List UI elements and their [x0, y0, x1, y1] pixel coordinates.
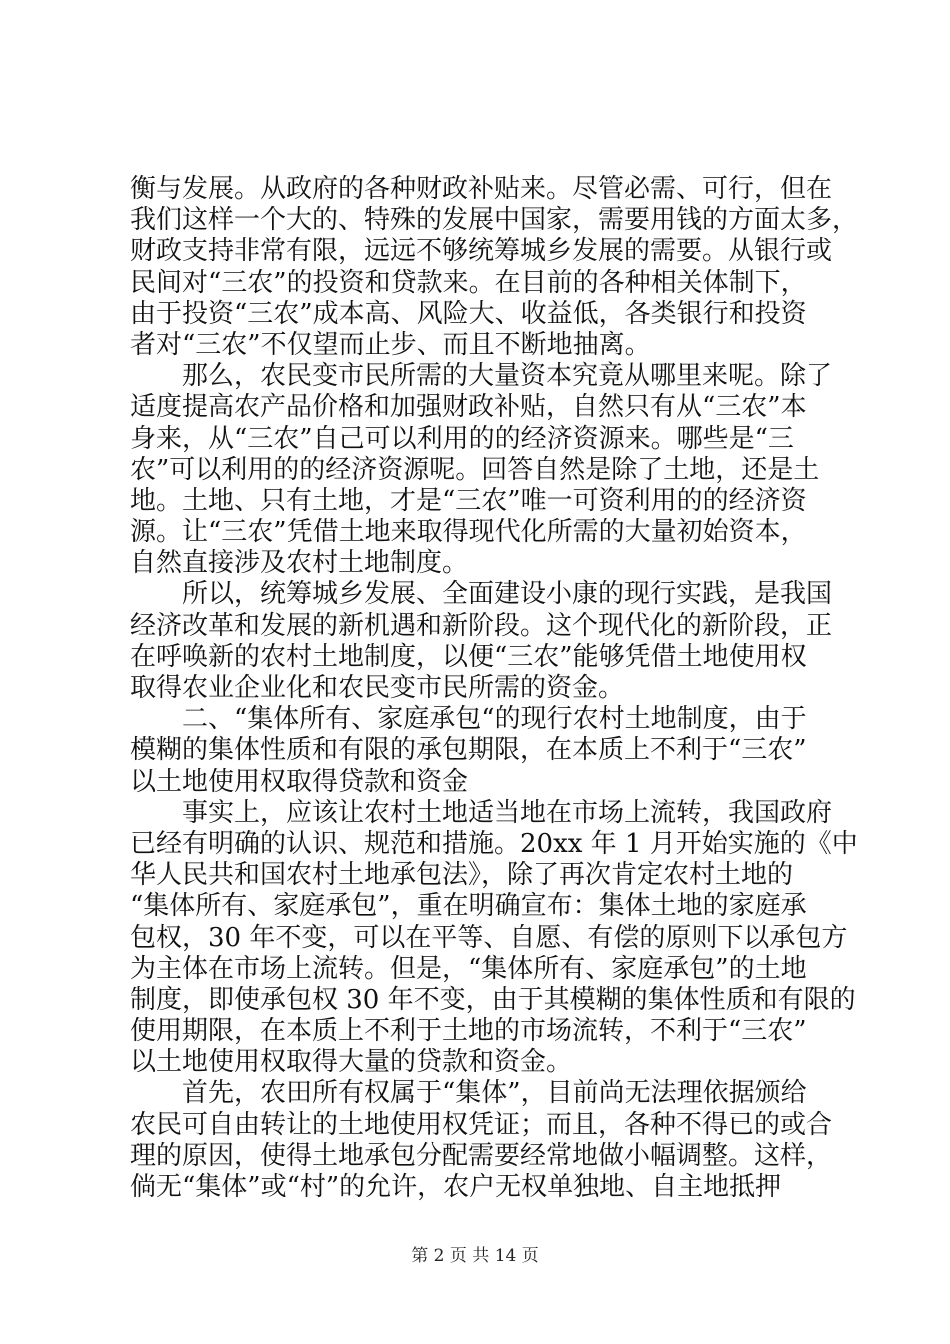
text-line: 使用期限，在本质上不利于土地的市场流转，不利于“三农”: [130, 1016, 807, 1047]
text-line: 取得农业企业化和农民变市民所需的资金。: [130, 673, 625, 703]
text-line: 农民可自由转让的土地使用权凭证；而且，各种不得已的或合: [130, 1109, 833, 1140]
text-line: 以土地使用权取得大量的贷款和资金。: [130, 1047, 573, 1078]
text-line: 身来，从“三农”自己可以利用的的经济资源来。哪些是“三: [130, 423, 794, 454]
text-line: “集体所有、家庭承包”，重在明确宣布：集体土地的家庭承: [130, 891, 807, 922]
text-line: 事实上，应该让农村土地适当地在市场上流转，我国政府: [130, 797, 833, 828]
text-line: 已经有明确的认识、规范和措施。20xx 年 1 月开始实施的《中: [130, 828, 858, 859]
text-line: 财政支持非常有限，远远不够统筹城乡发展的需要。从银行或: [130, 236, 833, 267]
text-line: 那么，农民变市民所需的大量资本究竟从哪里来呢。除了: [130, 361, 833, 392]
text-line: 所以，统筹城乡发展、全面建设小康的现行实践，是我国: [130, 579, 833, 610]
text-line: 理的原因，使得土地承包分配需要经常地做小幅调整。这样，: [130, 1140, 833, 1171]
text-line: 为主体在市场上流转。但是，“集体所有、家庭承包”的土地: [130, 953, 807, 984]
text-line: 者对“三农”不仅望而止步、而且不断地抽离。: [130, 329, 651, 360]
text-line: 倘无“集体”或“村”的允许，农户无权单独地、自主地抵押: [130, 1172, 782, 1202]
text-line: 在呼唤新的农村土地制度，以便“三农”能够凭借土地使用权: [130, 641, 807, 672]
text-line: 包权，30 年不变，可以在平等、自愿、有偿的原则下以承包方: [130, 922, 848, 953]
text-line: 制度，即使承包权 30 年不变，由于其模糊的集体性质和有限的: [130, 984, 856, 1015]
text-line: 地。土地、只有土地，才是“三农”唯一可资利用的的经济资: [130, 485, 807, 516]
body-text: [130, 174, 859, 1203]
text-line: 民间对“三农”的投资和贷款来。在目前的各种相关体制下，: [130, 267, 807, 298]
text-line: 自然直接涉及农村土地制度。: [130, 548, 469, 579]
text-line: 适度提高农产品价格和加强财政补贴，自然只有从“三农”本: [130, 392, 807, 423]
text-line: 二、“集体所有、家庭承包“的现行农村土地制度，由于: [130, 704, 807, 735]
text-line: 首先，农田所有权属于“集体”，目前尚无法理依据颁给: [130, 1078, 807, 1109]
text-line: 源。让“三农”凭借土地来取得现代化所需的大量初始资本，: [130, 517, 807, 548]
text-line: 由于投资“三农”成本高、风险大、收益低，各类银行和投资: [130, 298, 807, 329]
text-line: 模糊的集体性质和有限的承包期限，在本质上不利于“三农”: [130, 735, 807, 766]
text-line: 经济改革和发展的新机遇和新阶段。这个现代化的新阶段，正: [130, 610, 833, 641]
text-line: 衡与发展。从政府的各种财政补贴来。尽管必需、可行，但在: [130, 174, 833, 204]
page-number-footer: 第 2 页 共 14 页: [411, 1246, 539, 1266]
text-line: 以土地使用权取得贷款和资金: [130, 766, 469, 797]
text-line: 农”可以利用的的经济资源呢。回答自然是除了土地，还是土: [130, 454, 820, 485]
text-line: 我们这样一个大的、特殊的发展中国家，需要用钱的方面太多，: [130, 205, 859, 236]
text-line: 华人民共和国农村土地承包法》，除了再次肯定农村土地的: [130, 860, 794, 891]
